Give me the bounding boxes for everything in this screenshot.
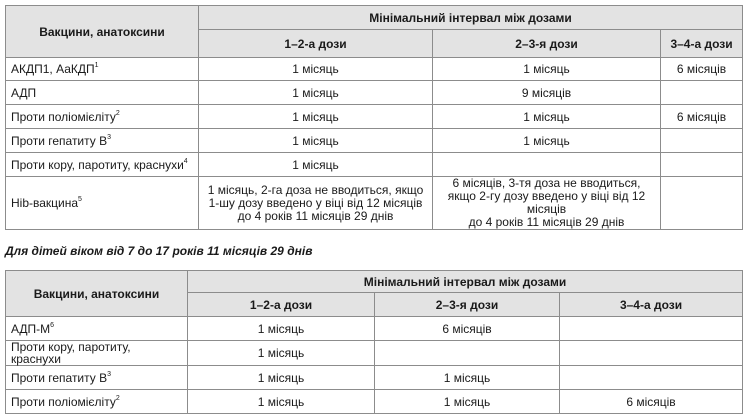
vaccine-name: Проти гепатиту $В^3$ (6, 129, 199, 153)
header-doses-1-2: 1–2-а дози (199, 30, 433, 58)
interval-1-2: 1 місяць (188, 390, 375, 414)
header-doses-3-4: 3–4-а дози (661, 30, 743, 58)
table-row (6, 366, 743, 390)
interval-1-2: 1 місяць (199, 58, 433, 81)
interval-line: до 4 років 11 місяців 29 днів (468, 215, 625, 229)
table-caption: Для дітей віком від 7 до 17 років 11 місяців 29 днів (5, 244, 313, 258)
header-min-interval: Мінімальний інтервал між дозами (188, 271, 743, 293)
interval-3-4 (661, 153, 743, 177)
header-vaccines: Вакцини, анатоксини (6, 6, 199, 58)
interval-3-4: 6 місяців (661, 58, 743, 81)
interval-1-2: 1 місяць (199, 129, 433, 153)
interval-line: 6 місяців, 3-тя доза не вводиться, (452, 176, 641, 190)
interval-2-3 (433, 153, 661, 177)
header-vaccines: Вакцини, анатоксини (6, 271, 188, 317)
header-doses-2-3: 2–3-я дози (433, 30, 661, 58)
table-row (6, 177, 743, 230)
interval-3-4 (560, 366, 743, 390)
interval-3-4 (661, 81, 743, 105)
header-doses-1-2: 1–2-а дози (188, 293, 375, 317)
vaccine-name: АДП-$М^6$ (6, 317, 188, 341)
interval-table-adolescents (5, 270, 743, 414)
table-row (6, 341, 743, 366)
vaccine-name: Проти кору, паротиту, краснухи$^4$ (6, 153, 199, 177)
interval-2-3 (375, 341, 560, 366)
vaccine-name: АКДП1, АаКДП$^1$ (6, 58, 199, 81)
vaccine-name: Проти гепатиту $В^3$ (6, 366, 188, 390)
interval-line: до 4 років 11 місяців 29 днів (237, 208, 394, 223)
interval-1-2 (199, 177, 433, 230)
interval-1-2: 1 місяць (188, 341, 375, 366)
interval-1-2: 1 місяць (199, 105, 433, 129)
interval-2-3: 1 місяць (433, 58, 661, 81)
interval-1-2: 1 місяць (199, 81, 433, 105)
interval-1-2: 1 місяць (199, 153, 433, 177)
interval-2-3: 9 місяців (433, 81, 661, 105)
interval-2-3 (433, 177, 661, 230)
vaccine-name: Проти поліомієліту$^2$ (6, 105, 199, 129)
vaccine-name: АДП (6, 81, 199, 105)
interval-1-2: 1 місяць (188, 366, 375, 390)
header-doses-2-3: 2–3-я дози (375, 293, 560, 317)
table-row (6, 390, 743, 414)
interval-3-4: 6 місяців (661, 105, 743, 129)
interval-table-children (5, 5, 743, 230)
table-row (6, 129, 743, 153)
interval-2-3: 1 місяць (375, 366, 560, 390)
table-row (6, 105, 743, 129)
interval-2-3: 1 місяць (433, 129, 661, 153)
table-row (6, 317, 743, 341)
interval-3-4 (560, 317, 743, 341)
vaccine-name: Проти кору, паротиту, краснухи (6, 341, 188, 366)
table-row (6, 58, 743, 81)
interval-line: 1 місяць, 2-га доза не вводиться, якщо (207, 182, 424, 197)
interval-line: 1-шу дозу введено у віці від 12 місяців (208, 195, 423, 210)
interval-3-4: 6 місяців (560, 390, 743, 414)
table-row (6, 153, 743, 177)
interval-3-4 (560, 341, 743, 366)
interval-3-4 (661, 177, 743, 230)
interval-2-3: 6 місяців (375, 317, 560, 341)
interval-3-4 (661, 129, 743, 153)
table-row (6, 81, 743, 105)
vaccine-name: Проти поліомієліту$^2$ (6, 390, 188, 414)
header-min-interval: Мінімальний інтервал між дозами (199, 6, 743, 30)
interval-2-3: 1 місяць (433, 105, 661, 129)
header-doses-3-4: 3–4-а дози (560, 293, 743, 317)
vaccine-name: Hib-вакцина$^5$ (6, 177, 199, 230)
interval-2-3: 1 місяць (375, 390, 560, 414)
interval-line: якщо 2-гу дозу введено у віці від 12 місяців (447, 189, 646, 216)
interval-1-2: 1 місяць (188, 317, 375, 341)
